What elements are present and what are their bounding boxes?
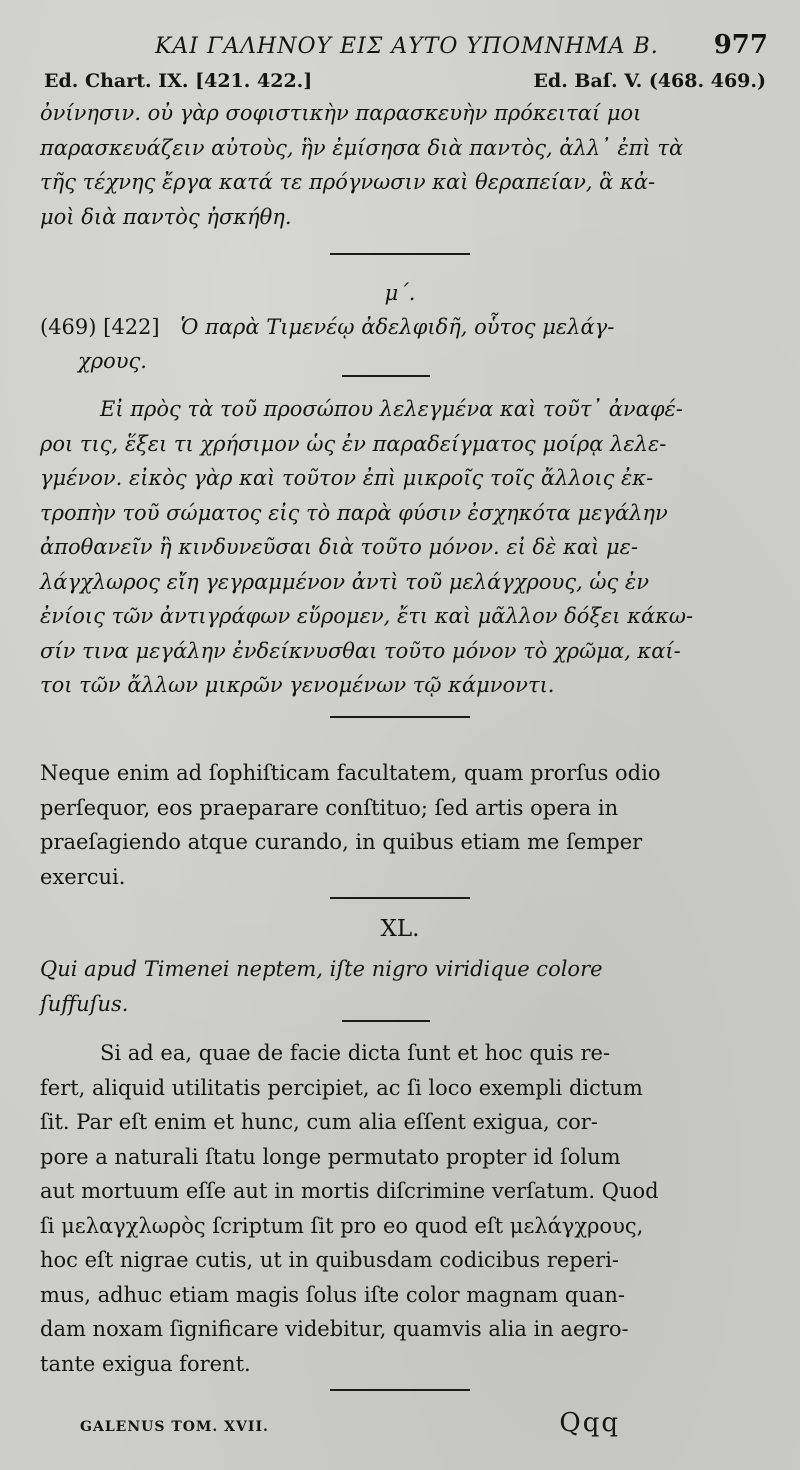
section-divider <box>330 253 470 255</box>
text-line: aut mortuum eſſe aut in mortis diſcrimine verſatum. Quod <box>40 1179 659 1203</box>
text-line: ροι τις, ἕξει τι χρήσιμον ὡς ἐν παραδείγματος μοίρᾳ λελε- <box>40 431 667 456</box>
text-line: tante exigua forent. <box>40 1351 251 1376</box>
running-title: ΚΑΙ ΓΑΛΗΝΟΥ ΕΙΣ ΑΥΤΟ ΥΠΟΜΝΗΜΑ Β. <box>154 34 659 59</box>
text-line: λάγχλωρος εἴη γεγραμμένον ἀντὶ τοῦ μελάγχρους, ὡς ἐν <box>40 569 650 594</box>
text-line: pore a naturali ſtatu longe permutato propter id ſolum <box>40 1144 621 1169</box>
greek-commentary-paragraph <box>40 392 766 703</box>
text-line: παρασκευάζειν αὐτοὺς, ἣν ἐμίσησα διὰ παντὸς, ἀλλ᾽ ἐπὶ τὰ <box>40 135 684 160</box>
running-head <box>40 30 768 60</box>
text-line: hoc eſt nigrae cutis, ut in quibusdam codicibus reperi- <box>40 1248 620 1272</box>
latin-commentary-paragraph <box>40 1036 766 1381</box>
greek-intro-paragraph <box>40 96 766 234</box>
edition-reference-line <box>44 70 766 92</box>
lemma-divider <box>342 375 430 377</box>
text-line: exercui. <box>40 864 126 889</box>
section-divider <box>330 897 470 899</box>
text-line: ſi μελαγχλωρὸς ſcriptum ſit pro eo quod eſt μελάγχρους, <box>40 1213 644 1238</box>
text-line: ſuffuſus. <box>40 991 129 1016</box>
text-line: γμένον. εἰκὸς γὰρ καὶ τοῦτον ἐπὶ μικροῖς τοῖς ἄλλοις ἐκ- <box>40 466 654 490</box>
edition-reference-right: Ed. Baſ. V. (468. 469.) <box>533 70 766 92</box>
text-line: Neque enim ad ſophiſticam facultatem, quam prorſus odio <box>40 761 661 785</box>
text-line: praeſagiendo atque curando, in quibus etiam me ſemper <box>40 830 643 854</box>
signature-mark: Qqq <box>559 1408 620 1438</box>
text-line: ἐνίοις τῶν ἀντιγράφων εὕρομεν, ἔτι καὶ μᾶλλον δόξει κάκω- <box>40 604 694 628</box>
section-divider <box>330 716 470 718</box>
edition-reference-left: Ed. Chart. IX. [421. 422.] <box>44 70 313 92</box>
lemma-references: (469) [422] <box>40 315 160 339</box>
signature-volume: GALENUS TOM. XVII. <box>80 1419 269 1435</box>
latin-section-number: XL. <box>380 916 420 942</box>
section-divider <box>330 1389 470 1391</box>
text-line: Εἰ πρὸς τὰ τοῦ προσώπου λελεγμένα καὶ τοῦτ᾽ ἀναφέ- <box>100 397 683 421</box>
text-line: mus, adhuc etiam magis ſolus iſte color magnam quan- <box>40 1282 625 1307</box>
text-line: ἀποθανεῖν ἢ κινδυνεῦσαι διὰ τοῦτο μόνον. εἰ δὲ καὶ με- <box>40 535 638 559</box>
text-line: τοι τῶν ἄλλων μικρῶν γενομένων τῷ κάμνοντι. <box>40 673 555 697</box>
text-line: ſit. Par eſt enim et hunc, cum alia eſſent exigua, cor- <box>40 1110 598 1134</box>
text-line: Qui apud Timenei neptem, iſte nigro viridique colore <box>40 957 603 981</box>
text-line: dam noxam ſignificare videbitur, quamvis alia in aegro- <box>40 1317 629 1341</box>
text-line: τῆς τέχνης ἔργα κατά τε πρόγνωσιν καὶ θεραπείαν, ἃ κἀ- <box>40 170 656 194</box>
lemma-text-line: Ὁ παρὰ Τιμενέῳ ἀδελφιδῆ, οὗτος μελάγ- <box>180 315 615 339</box>
text-line: perſequor, eos praeparare conſtituo; ſed artis opera in <box>40 795 619 820</box>
lemma-text-line: χρους. <box>78 349 147 373</box>
text-line: μοὶ διὰ παντὸς ἠσκήθη. <box>40 204 292 229</box>
latin-intro-paragraph <box>40 756 766 894</box>
latin-lemma <box>40 952 766 1021</box>
lemma-divider <box>342 1020 430 1022</box>
page-footer <box>80 1408 620 1438</box>
text-line: ὀνίνησιν. οὐ γὰρ σοφιστικὴν παρασκευὴν πρόκειταί μοι <box>40 101 642 125</box>
text-line: Si ad ea, quae de facie dicta ſunt et hoc quis re- <box>100 1041 611 1065</box>
text-line: σίν τινα μεγάλην ἐνδείκνυσθαι τοῦτο μόνον τὸ χρῶμα, καί- <box>40 638 681 663</box>
page-number: 977 <box>713 30 768 60</box>
greek-lemma <box>40 310 766 378</box>
text-line: fert, aliquid utilitatis percipiet, ac ſi loco exempli dictum <box>40 1075 643 1100</box>
greek-section-number: μ΄. <box>384 281 416 305</box>
text-line: τροπὴν τοῦ σώματος εἰς τὸ παρὰ φύσιν ἐσχηκότα μεγάλην <box>40 500 668 525</box>
